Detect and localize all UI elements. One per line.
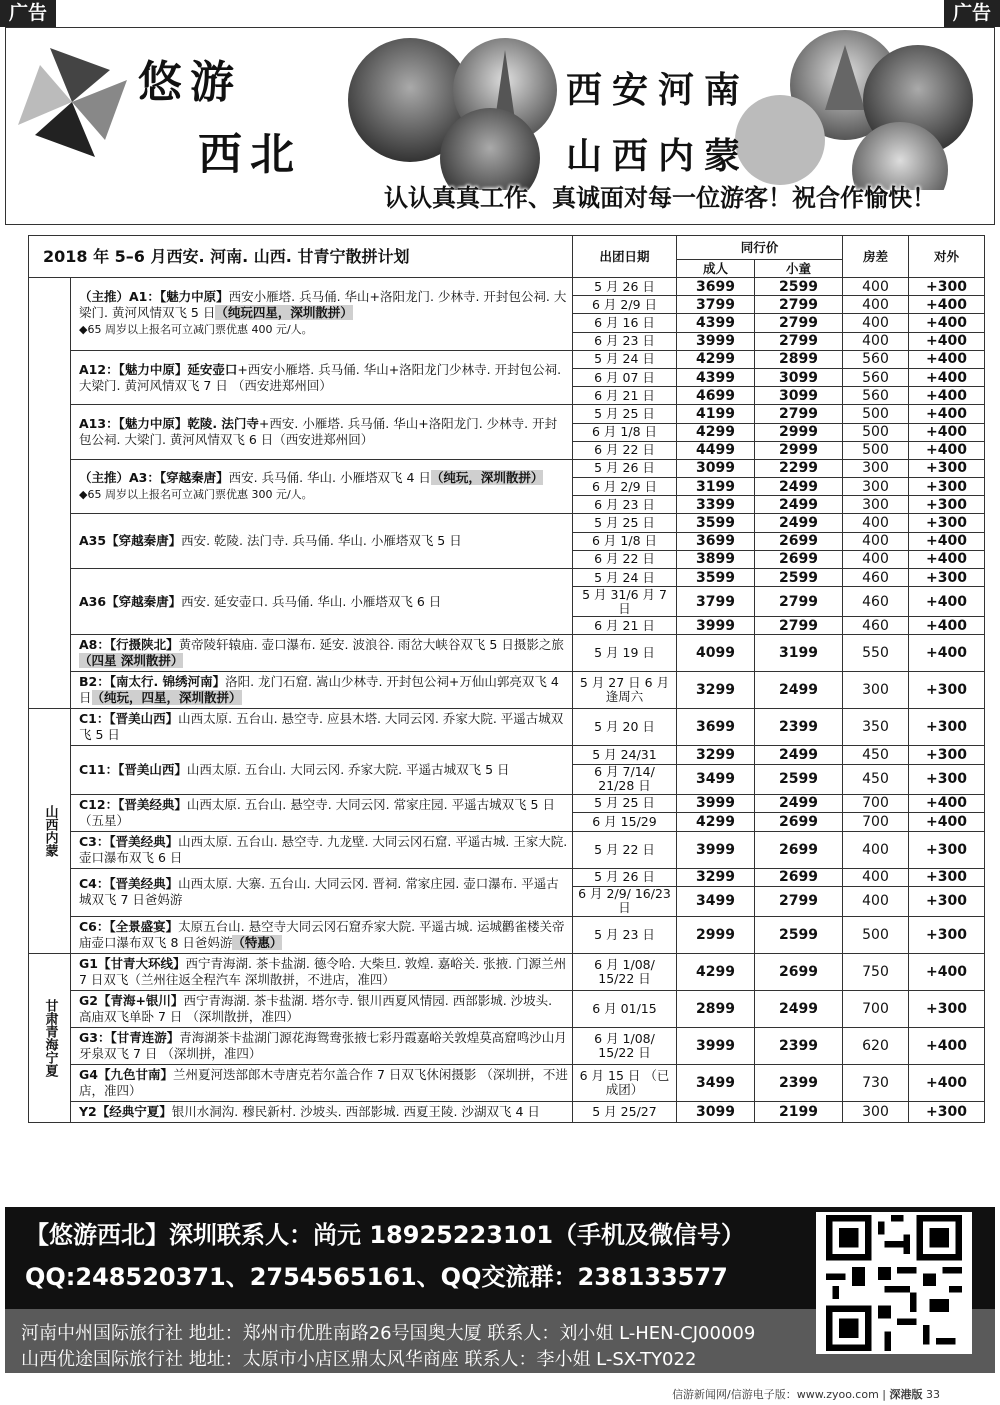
- child-price: 2999: [755, 423, 843, 441]
- departure-date: 5 月 26 日: [573, 459, 677, 477]
- adult-price: 3999: [677, 617, 755, 635]
- adult-price: 3899: [677, 550, 755, 568]
- route-note: ◆65 周岁以上报名可立减门票优惠 300 元/人。: [79, 488, 313, 502]
- child-price: 2799: [755, 886, 843, 916]
- room-diff: 560: [843, 387, 909, 405]
- departure-date: 6 月 07 日: [573, 368, 677, 386]
- adult-price: 4299: [677, 953, 755, 990]
- route-description: [71, 350, 573, 405]
- route-highlight: （纯玩，四星，深圳散拼）: [91, 690, 242, 706]
- departure-date: 6 月 16 日: [573, 314, 677, 332]
- route-description: [71, 569, 573, 635]
- room-diff: 400: [843, 278, 909, 296]
- adult-price: 3299: [677, 746, 755, 764]
- room-diff: 450: [843, 746, 909, 764]
- departure-date: 6 月 2/9 日: [573, 478, 677, 496]
- route-name: A13：【魅力中原】乾陵. 法门寺: [79, 416, 259, 432]
- public-markup: +400: [909, 953, 985, 990]
- room-diff: 400: [843, 514, 909, 532]
- room-diff: 620: [843, 1027, 909, 1064]
- public-markup: +400: [909, 1064, 985, 1101]
- public-markup: +300: [909, 868, 985, 886]
- public-markup: +400: [909, 617, 985, 635]
- child-price: 3199: [755, 635, 843, 672]
- child-price: 2699: [755, 550, 843, 568]
- public-markup: +300: [909, 496, 985, 514]
- adult-price: 2899: [677, 990, 755, 1027]
- room-diff: 400: [843, 332, 909, 350]
- departure-date: 5 月 25/27: [573, 1101, 677, 1122]
- table-row: [29, 831, 985, 868]
- route-name: C11：【晋美山西】: [79, 761, 187, 777]
- table-row: [29, 405, 985, 423]
- departure-date: 6 月 1/08/ 15/22 日: [573, 1027, 677, 1064]
- route-description: [71, 990, 573, 1027]
- child-price: 2399: [755, 1064, 843, 1101]
- route-description: [71, 953, 573, 990]
- route-itinerary: 兰州夏河迭部郎木寺唐克若尔盖合作 7 日双飞休闲摄影 （深圳拼，不进店，准四）: [79, 1066, 568, 1098]
- child-price: 2699: [755, 868, 843, 886]
- footer-site: 信游新闻网/信游电子版：www.zyoo.com | 深港版 33: [672, 1388, 940, 1401]
- room-diff: 400: [843, 831, 909, 868]
- col-adult-header: 成人: [677, 260, 755, 278]
- route-itinerary: 山西太原. 五台山. 悬空寺. 大同云冈. 常家庄园. 平遥古城双飞 5 日 （五星）: [79, 796, 555, 828]
- departure-date: 5 月 24 日: [573, 569, 677, 587]
- adult-price: 2999: [677, 916, 755, 953]
- route-itinerary: 西宁青海湖. 茶卡盐湖. 德令哈. 大柴旦. 敦煌. 嘉峪关. 张掖. 门源兰州 7 日双飞（兰州往返全程汽车 深圳散拼，不进店，准四）: [79, 955, 567, 987]
- adult-price: 4099: [677, 635, 755, 672]
- child-price: 2299: [755, 459, 843, 477]
- destinations-line1: 西安河南: [566, 69, 751, 111]
- route-name: G4【九色甘南】: [79, 1066, 173, 1082]
- route-name: C12：【晋美经典】: [79, 796, 187, 812]
- departure-date: 6 月 2/9/ 16/23 日: [573, 886, 677, 916]
- adult-price: 4299: [677, 813, 755, 832]
- child-price: 2599: [755, 278, 843, 296]
- public-markup: +400: [909, 350, 985, 368]
- room-diff: 460: [843, 569, 909, 587]
- departure-date: 5 月 27 日 6 月逢周六: [573, 672, 677, 709]
- route-name: C4：【晋美经典】: [79, 876, 179, 892]
- room-diff: 300: [843, 496, 909, 514]
- adult-price: 3499: [677, 1064, 755, 1101]
- route-description: [71, 868, 573, 916]
- child-price: 2499: [755, 514, 843, 532]
- child-price: 2799: [755, 296, 843, 314]
- route-itinerary: 西安. 兵马俑. 华山. 小雁塔双飞 4 日: [228, 470, 431, 486]
- table-row: [29, 746, 985, 764]
- brand-line2: 西北: [198, 129, 302, 180]
- public-markup: +300: [909, 478, 985, 496]
- departure-date: 6 月 22 日: [573, 441, 677, 459]
- route-itinerary: 西安. 乾陵. 法门寺. 兵马俑. 华山. 小雁塔双飞 5 日: [181, 533, 462, 549]
- public-markup: +400: [909, 296, 985, 314]
- route-itinerary: 洛阳. 龙门石窟. 嵩山少林寺. 开封包公祠+万仙山郭亮双飞 4 日: [79, 674, 559, 706]
- child-price: 2199: [755, 1101, 843, 1122]
- tour-price-table: [28, 235, 985, 1123]
- route-itinerary: 西安小雁塔. 兵马俑. 华山+洛阳龙门. 少林寺. 开封包公祠. 大梁门. 黄河风情双飞 5 日: [79, 289, 567, 321]
- route-highlight: （特惠）: [232, 934, 283, 950]
- child-price: 2699: [755, 831, 843, 868]
- public-markup: +300: [909, 764, 985, 794]
- public-markup: +300: [909, 672, 985, 709]
- public-markup: +300: [909, 569, 985, 587]
- room-diff: 300: [843, 1101, 909, 1122]
- route-description: [71, 709, 573, 746]
- room-diff: 300: [843, 672, 909, 709]
- adult-price: 3099: [677, 459, 755, 477]
- route-name: C6：【全景盛宴】: [79, 918, 179, 934]
- adult-price: 3799: [677, 296, 755, 314]
- route-name: （主推）A3：【穿越秦唐】: [79, 470, 229, 486]
- child-price: 2899: [755, 350, 843, 368]
- public-markup: +300: [909, 514, 985, 532]
- room-diff: 460: [843, 617, 909, 635]
- route-itinerary: 山西太原. 五台山. 悬空寺. 应县木塔. 大同云冈. 乔家大院. 平遥古城双飞 5 日: [79, 711, 564, 743]
- departure-date: 6 月 22 日: [573, 550, 677, 568]
- child-price: 2599: [755, 764, 843, 794]
- departure-date: 6 月 21 日: [573, 617, 677, 635]
- child-price: 2499: [755, 746, 843, 764]
- adult-price: 3299: [677, 672, 755, 709]
- public-markup: +300: [909, 1101, 985, 1122]
- public-markup: +300: [909, 886, 985, 916]
- child-price: 2499: [755, 794, 843, 813]
- adult-price: 3499: [677, 886, 755, 916]
- route-name: A36【穿越秦唐】: [79, 593, 182, 609]
- public-markup: +400: [909, 423, 985, 441]
- route-name: G1【甘青大环线】: [79, 955, 186, 971]
- child-price: 2999: [755, 441, 843, 459]
- route-name: （主推）A1：【魅力中原】: [79, 289, 229, 305]
- room-diff: 500: [843, 441, 909, 459]
- public-markup: +400: [909, 441, 985, 459]
- adult-price: 3199: [677, 478, 755, 496]
- public-markup: +300: [909, 746, 985, 764]
- room-diff: 450: [843, 764, 909, 794]
- adult-price: 3999: [677, 794, 755, 813]
- table-header-row: [29, 236, 985, 260]
- agency-line1: 河南中州国际旅行社 地址：郑州市优胜南路26号国奥大厦 联系人：刘小姐 L-HEN-CJ00009: [21, 1323, 756, 1344]
- route-name: G2【青海+银川】: [79, 992, 184, 1008]
- child-price: 2699: [755, 953, 843, 990]
- departure-date: 5 月 19 日: [573, 635, 677, 672]
- ad-tag-left: 广告: [0, 0, 56, 27]
- public-markup: +400: [909, 387, 985, 405]
- public-markup: +300: [909, 278, 985, 296]
- contact-line2: QQ:248520371、2754565161、QQ交流群：238133577: [25, 1263, 728, 1291]
- table-row: [29, 868, 985, 886]
- table-title: 2018 年 5–6 月西安. 河南. 山西. 甘青宁散拼计划: [29, 236, 573, 278]
- route-itinerary: 黄帝陵轩辕庙. 壶口瀑布. 延安. 波浪谷. 雨岔大峡谷双飞 5 日摄影之旅: [178, 637, 564, 653]
- room-diff: 560: [843, 368, 909, 386]
- public-markup: +400: [909, 532, 985, 550]
- child-price: 3099: [755, 368, 843, 386]
- departure-date: 6 月 1/8 日: [573, 532, 677, 550]
- public-markup: +400: [909, 405, 985, 423]
- public-markup: +300: [909, 990, 985, 1027]
- public-markup: +400: [909, 587, 985, 617]
- child-price: 2699: [755, 813, 843, 832]
- adult-price: 3399: [677, 496, 755, 514]
- route-description: [71, 794, 573, 831]
- child-price: 2499: [755, 990, 843, 1027]
- room-diff: 750: [843, 953, 909, 990]
- route-name: G3：【甘青连游】: [79, 1029, 180, 1045]
- route-name: Y2【经典宁夏】: [79, 1103, 172, 1119]
- agency-line2: 山西优途国际旅行社 地址：太原市小店区鼎太风华商座 联系人：李小姐 L-SX-TY022: [21, 1349, 697, 1370]
- route-itinerary: 山西太原. 五台山. 大同云冈. 乔家大院. 平遥古城双飞 5 日: [186, 761, 510, 777]
- adult-price: 3799: [677, 587, 755, 617]
- adult-price: 3699: [677, 532, 755, 550]
- page-number: 33: [926, 1388, 940, 1401]
- brand-line1: 悠游: [138, 57, 242, 108]
- departure-date: 6 月 7/14/ 21/28 日: [573, 764, 677, 794]
- room-diff: 730: [843, 1064, 909, 1101]
- route-name: A12：【魅力中原】延安壶口: [79, 361, 238, 377]
- adult-price: 3699: [677, 709, 755, 746]
- pinwheel-logo-icon: [10, 40, 135, 165]
- route-description: [71, 672, 573, 709]
- route-highlight: （纯玩，深圳散拼）: [430, 470, 544, 486]
- departure-date: 5 月 25 日: [573, 794, 677, 813]
- table-row: [29, 459, 985, 477]
- room-diff: 350: [843, 709, 909, 746]
- room-diff: 700: [843, 990, 909, 1027]
- adult-price: 3599: [677, 569, 755, 587]
- room-diff: 300: [843, 459, 909, 477]
- departure-date: 6 月 01/15: [573, 990, 677, 1027]
- child-price: 2799: [755, 617, 843, 635]
- room-diff: 400: [843, 296, 909, 314]
- public-markup: +400: [909, 314, 985, 332]
- public-markup: +300: [909, 709, 985, 746]
- public-markup: +400: [909, 332, 985, 350]
- route-description: [71, 916, 573, 953]
- route-description: [71, 831, 573, 868]
- ad-tag-right: 广告: [944, 0, 1000, 27]
- table-row: [29, 916, 985, 953]
- departure-date: 5 月 26 日: [573, 278, 677, 296]
- departure-date: 5 月 25 日: [573, 405, 677, 423]
- departure-date: 6 月 15 日 （已成团）: [573, 1064, 677, 1101]
- adult-price: 3499: [677, 764, 755, 794]
- route-itinerary: 太原五台山. 悬空寺大同云冈石窟乔家大院. 平遥古城. 运城鹳雀楼关帝庙壶口瀑布双飞 8 日爸妈游: [79, 918, 565, 950]
- departure-date: 5 月 26 日: [573, 868, 677, 886]
- child-price: 2799: [755, 405, 843, 423]
- col-out-header: 对外: [909, 236, 985, 278]
- departure-date: 5 月 23 日: [573, 916, 677, 953]
- adult-price: 3299: [677, 868, 755, 886]
- adult-price: 4399: [677, 314, 755, 332]
- route-itinerary: 西安. 延安壶口. 兵马俑. 华山. 小雁塔双飞 6 日: [181, 593, 442, 609]
- departure-date: 6 月 2/9 日: [573, 296, 677, 314]
- region-cell: 甘肃青海宁夏: [29, 953, 71, 1122]
- table-row: [29, 953, 985, 990]
- col-room-header: 房差: [843, 236, 909, 278]
- room-diff: 700: [843, 794, 909, 813]
- route-description: [71, 278, 573, 351]
- route-itinerary: 银川水洞沟. 穆民新村. 沙坡头. 西部影城. 西夏王陵. 沙湖双飞 4 日: [171, 1103, 540, 1119]
- child-price: 2799: [755, 314, 843, 332]
- room-diff: 700: [843, 813, 909, 832]
- route-name: B2：【南太行. 锦绣河南】: [79, 674, 226, 690]
- child-price: 3099: [755, 387, 843, 405]
- departure-date: 6 月 23 日: [573, 496, 677, 514]
- table-row: [29, 635, 985, 672]
- region-cell: [29, 278, 71, 709]
- child-price: 2799: [755, 587, 843, 617]
- adult-price: 4199: [677, 405, 755, 423]
- child-price: 2499: [755, 496, 843, 514]
- child-price: 2599: [755, 916, 843, 953]
- adult-price: 3699: [677, 278, 755, 296]
- public-markup: +400: [909, 635, 985, 672]
- public-markup: +300: [909, 916, 985, 953]
- departure-date: 6 月 23 日: [573, 332, 677, 350]
- table-row: [29, 1027, 985, 1064]
- adult-price: 4299: [677, 350, 755, 368]
- child-price: 2399: [755, 709, 843, 746]
- room-diff: 400: [843, 868, 909, 886]
- departure-date: 6 月 1/08/ 15/22 日: [573, 953, 677, 990]
- table-body: [29, 278, 985, 1123]
- route-itinerary: +西安. 小雁塔. 兵马俑. 华山+洛阳龙门. 少林寺. 开封包公祠. 大梁门. 黄河风情双飞 6 日（西安进郑州回）: [79, 416, 558, 448]
- route-name: A8：【行摄陕北】: [79, 637, 179, 653]
- room-diff: 300: [843, 478, 909, 496]
- qr-code-icon[interactable]: [816, 1212, 972, 1354]
- room-diff: 400: [843, 886, 909, 916]
- route-description: [71, 746, 573, 794]
- route-description: [71, 514, 573, 569]
- public-markup: +400: [909, 368, 985, 386]
- contact-line1: 【悠游西北】深圳联系人：尚元 18925223101（手机及微信号）: [25, 1221, 746, 1249]
- route-name: C1：【晋美山西】: [79, 711, 179, 727]
- route-name: C3：【晋美经典】: [79, 833, 179, 849]
- room-diff: 400: [843, 550, 909, 568]
- route-description: [71, 635, 573, 672]
- public-markup: +400: [909, 550, 985, 568]
- col-child-header: 小童: [755, 260, 843, 278]
- route-description: [71, 1101, 573, 1122]
- public-markup: +300: [909, 831, 985, 868]
- room-diff: 500: [843, 423, 909, 441]
- adult-price: 4299: [677, 423, 755, 441]
- table-row: [29, 350, 985, 368]
- route-highlight: （四星 深圳散拼）: [79, 653, 184, 669]
- table-row: [29, 794, 985, 813]
- departure-date: 5 月 24/31: [573, 746, 677, 764]
- room-diff: 500: [843, 916, 909, 953]
- footer-edition: 深港版: [889, 1388, 923, 1401]
- table-row: [29, 514, 985, 532]
- route-note: ◆65 周岁以上报名可立减门票优惠 400 元/人。: [79, 323, 313, 337]
- room-diff: 400: [843, 532, 909, 550]
- public-markup: +300: [909, 459, 985, 477]
- public-markup: +400: [909, 813, 985, 832]
- public-markup: +400: [909, 1027, 985, 1064]
- route-itinerary: 山西太原. 五台山. 悬空寺. 九龙壁. 大同云冈石窟. 平遥古城. 王家大院. 壶口瀑布双飞 6 日: [79, 833, 568, 865]
- child-price: 2499: [755, 672, 843, 709]
- departure-date: 5 月 24 日: [573, 350, 677, 368]
- room-diff: 500: [843, 405, 909, 423]
- departure-date: 5 月 20 日: [573, 709, 677, 746]
- departure-date: 5 月 31/6 月 7 日: [573, 587, 677, 617]
- child-price: 2599: [755, 569, 843, 587]
- table-row: [29, 278, 985, 296]
- room-diff: 460: [843, 587, 909, 617]
- public-markup: +400: [909, 794, 985, 813]
- table-row: [29, 672, 985, 709]
- col-peer-header: 同行价: [677, 236, 843, 260]
- departure-date: 6 月 21 日: [573, 387, 677, 405]
- route-description: [71, 459, 573, 514]
- route-itinerary: 山西太原. 大寨. 五台山. 大同云冈. 晋祠. 常家庄园. 壶口瀑布. 平遥古城双飞 7 日爸妈游: [79, 876, 559, 908]
- route-description: [71, 405, 573, 460]
- route-description: [71, 1064, 573, 1101]
- adult-price: 4499: [677, 441, 755, 459]
- departure-date: 6 月 15/29: [573, 813, 677, 832]
- adult-price: 4699: [677, 387, 755, 405]
- adult-price: 3999: [677, 1027, 755, 1064]
- route-itinerary: 西宁青海湖. 茶卡盐湖. 塔尔寺. 银川西夏风情园. 西部影城. 沙坡头. 高庙双飞单卧 7 日 （深圳散拼，准四）: [79, 992, 553, 1024]
- departure-date: 5 月 25 日: [573, 514, 677, 532]
- slogan: 认认真真工作、真诚面对每一位游客！祝合作愉快！: [384, 184, 936, 212]
- table-row: [29, 990, 985, 1027]
- route-itinerary: 青海湖茶卡盐湖门源花海鸳鸯张掖七彩丹霞嘉峪关敦煌莫高窟鸣沙山月牙泉双飞 7 日 （深圳拼，准四）: [79, 1029, 567, 1061]
- adult-price: 4399: [677, 368, 755, 386]
- child-price: 2499: [755, 478, 843, 496]
- adult-price: 3099: [677, 1101, 755, 1122]
- child-price: 2399: [755, 1027, 843, 1064]
- child-price: 2799: [755, 332, 843, 350]
- adult-price: 3999: [677, 831, 755, 868]
- departure-date: 6 月 1/8 日: [573, 423, 677, 441]
- child-price: 2699: [755, 532, 843, 550]
- room-diff: 550: [843, 635, 909, 672]
- route-description: [71, 1027, 573, 1064]
- route-itinerary: +西安小雁塔. 兵马俑. 华山+洛阳龙门少林寺. 开封包公祠. 大梁门. 黄河风情双飞 7 日 （西安进郑州回）: [79, 361, 562, 393]
- adult-price: 3599: [677, 514, 755, 532]
- table-row: [29, 569, 985, 587]
- room-diff: 400: [843, 314, 909, 332]
- table-row: [29, 1101, 985, 1122]
- footer-site-text: 信游新闻网/信游电子版：www.zyoo.com: [672, 1388, 879, 1401]
- destinations-line2: 山西内蒙: [566, 135, 751, 177]
- region-cell: 山西内蒙: [29, 709, 71, 953]
- route-name: A35【穿越秦唐】: [79, 533, 182, 549]
- route-highlight: （纯玩四星，深圳散拼）: [215, 305, 353, 321]
- table-row: [29, 1064, 985, 1101]
- col-date-header: 出团日期: [573, 236, 677, 278]
- table-row: [29, 709, 985, 746]
- room-diff: 560: [843, 350, 909, 368]
- adult-price: 3999: [677, 332, 755, 350]
- departure-date: 5 月 22 日: [573, 831, 677, 868]
